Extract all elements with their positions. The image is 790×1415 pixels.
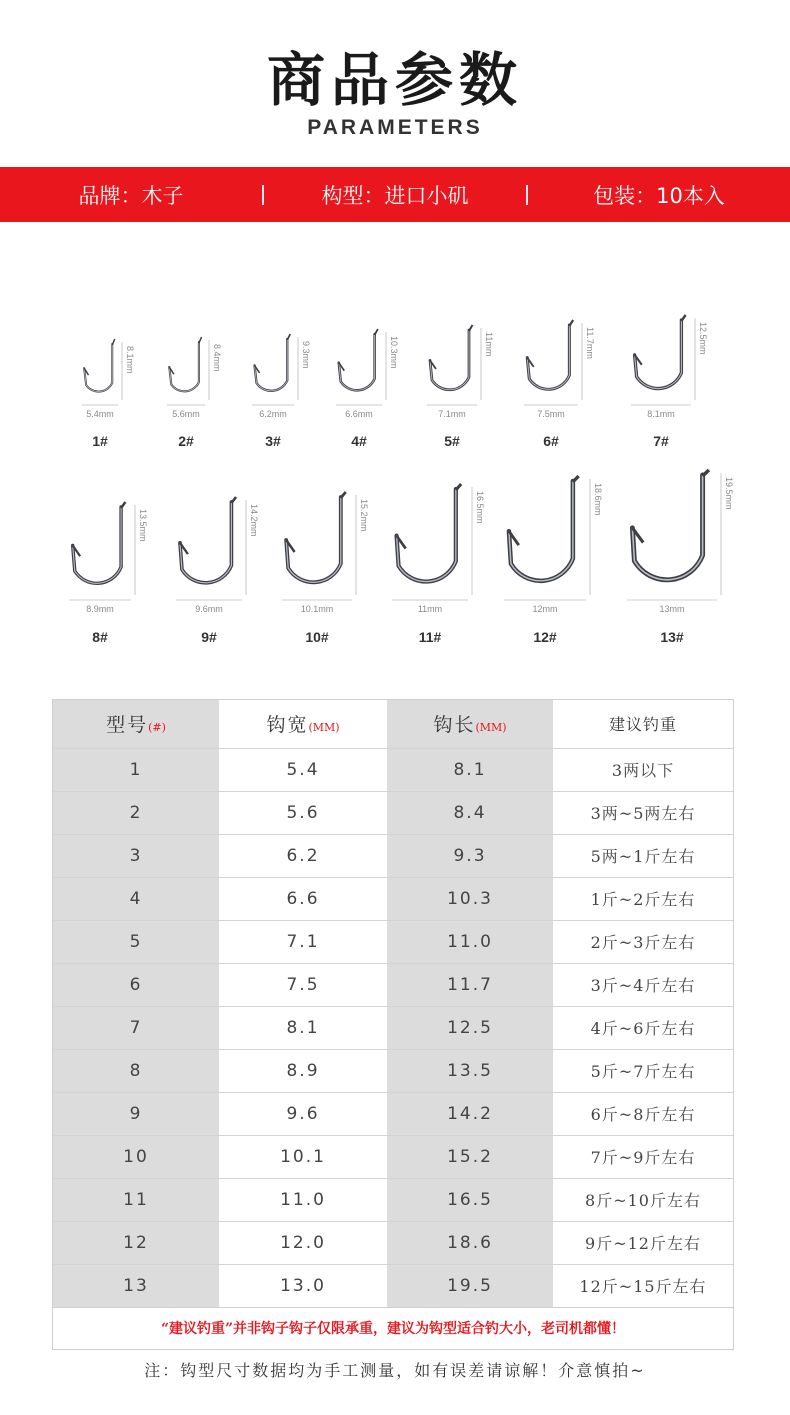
- cell-length: 9.3: [387, 834, 553, 877]
- hook-length-label: 8.4mm: [212, 344, 222, 372]
- hook-length-label: 10.3mm: [389, 336, 399, 369]
- page-title: 商品参数: [266, 46, 523, 114]
- table-row: [53, 1135, 733, 1178]
- hook-eye: [287, 334, 290, 340]
- header-unit: (MM): [475, 721, 507, 735]
- cell-length: 10.3: [387, 877, 553, 920]
- hook-size-label: 1#: [92, 433, 108, 449]
- cell-model: 7: [53, 1006, 219, 1049]
- hook-highlight: [509, 481, 573, 581]
- hook-item: [631, 318, 708, 449]
- cell-weight: 6斤~8斤左右: [553, 1092, 733, 1135]
- cell-length: 12.5: [387, 1006, 553, 1049]
- hook-eye: [469, 325, 473, 331]
- cell-width: 13.0: [219, 1264, 387, 1307]
- cell-length: 19.5: [387, 1264, 553, 1307]
- hook-width-label: 13mm: [659, 604, 685, 614]
- table-row: [53, 791, 733, 834]
- hook-width-label: 5.4mm: [86, 409, 114, 419]
- measurement-note: 注：钩型尺寸数据均为手工测量，如有误差请谅解！介意慎拍~: [144, 1361, 646, 1380]
- hook-eye: [573, 476, 579, 482]
- hook-body: [632, 475, 702, 580]
- hook-highlight: [397, 489, 456, 582]
- hook-size-label: 12#: [533, 629, 557, 645]
- hook-size-label: 3#: [265, 433, 281, 449]
- brand-info: 品牌：木子: [78, 183, 184, 208]
- hook-width-label: 7.1mm: [438, 409, 466, 419]
- hook-eye: [231, 497, 236, 503]
- hook-width-label: 8.9mm: [86, 604, 114, 614]
- cell-length: 8.1: [387, 748, 553, 791]
- hook-eye: [681, 315, 685, 321]
- cell-model: 5: [53, 920, 219, 963]
- cell-weight: 7斤~9斤左右: [553, 1135, 733, 1178]
- table-row: [53, 748, 733, 791]
- table-row: [53, 920, 733, 963]
- hook-highlight: [180, 502, 231, 583]
- hook-item: [282, 495, 369, 645]
- header-unit: (#): [148, 721, 166, 735]
- package-info: 包装：10本入: [593, 183, 725, 208]
- cell-width: 8.9: [219, 1049, 387, 1092]
- table-header-row: [53, 700, 733, 748]
- hook-size-label: 8#: [92, 629, 108, 645]
- hook-eye: [199, 337, 202, 343]
- hook-size-label: 6#: [543, 433, 559, 449]
- cell-weight: 4斤~6斤左右: [553, 1006, 733, 1049]
- cell-length: 13.5: [387, 1049, 553, 1092]
- cell-model: 2: [53, 791, 219, 834]
- cell-width: 8.1: [219, 1006, 387, 1049]
- header-unit: (MM): [308, 721, 340, 735]
- table-row: [53, 1221, 733, 1264]
- fishing-hook-icon: [631, 318, 691, 400]
- hook-width-label: 12mm: [532, 604, 558, 614]
- table-row: [53, 877, 733, 920]
- cell-weight: 5两~1斤左右: [553, 834, 733, 877]
- hook-highlight: [430, 330, 469, 390]
- cell-weight: 2斤~3斤左右: [553, 920, 733, 963]
- cell-weight: 1斤~2斤左右: [553, 877, 733, 920]
- hook-eye: [456, 484, 461, 490]
- hook-item: [627, 473, 734, 645]
- fishing-hook-icon: [82, 342, 118, 400]
- cell-width: 6.6: [219, 877, 387, 920]
- cell-model: 11: [53, 1178, 219, 1221]
- hook-width-label: 10.1mm: [300, 604, 334, 614]
- hook-item: [336, 332, 399, 449]
- hook-width-label: 9.6mm: [195, 604, 223, 614]
- hook-body: [635, 320, 682, 389]
- cell-length: 15.2: [387, 1135, 553, 1178]
- cell-weight: 9斤~12斤左右: [553, 1221, 733, 1264]
- cell-weight: 12斤~15斤左右: [553, 1264, 733, 1307]
- hook-length-label: 19.5mm: [724, 477, 734, 510]
- hook-size-label: 5#: [444, 433, 460, 449]
- cell-length: 11.7: [387, 963, 553, 1006]
- cell-weight: 3两以下: [553, 748, 733, 791]
- hook-length-label: 11.7mm: [585, 327, 595, 359]
- cell-width: 7.1: [219, 920, 387, 963]
- hook-body: [169, 342, 199, 391]
- cell-width: 6.2: [219, 834, 387, 877]
- hook-item: [176, 500, 259, 645]
- cell-width: 5.6: [219, 791, 387, 834]
- hook-size-label: 9#: [201, 629, 217, 645]
- cell-model: 1: [53, 748, 219, 791]
- fishing-hook-icon: [336, 332, 382, 400]
- hook-item: [524, 323, 595, 449]
- hook-width-label: 5.6mm: [172, 409, 200, 419]
- hook-body: [509, 481, 573, 581]
- hook-highlight: [255, 339, 288, 391]
- cell-width: 7.5: [219, 963, 387, 1006]
- table-row: [53, 1049, 733, 1092]
- hook-length-label: 14.2mm: [249, 504, 259, 537]
- hook-body: [255, 339, 288, 391]
- cell-model: 10: [53, 1135, 219, 1178]
- fishing-hook-icon: [427, 328, 477, 400]
- table-row: [53, 834, 733, 877]
- cell-weight: 3斤~4斤左右: [553, 963, 733, 1006]
- weight-disclaimer: “建议钓重”并非钩子钩子仅限承重，建议为钩型适合钓大小，老司机都懂！: [53, 1307, 733, 1349]
- cell-weight: 8斤~10斤左右: [553, 1178, 733, 1221]
- cell-width: 5.4: [219, 748, 387, 791]
- hook-size-label: 2#: [178, 433, 194, 449]
- parameter-table: [52, 699, 734, 1350]
- hook-width-label: 7.5mm: [537, 409, 565, 419]
- fishing-hook-icon: [282, 495, 352, 595]
- hook-length-label: 18.6mm: [593, 483, 603, 516]
- hook-size-gallery: [0, 0, 790, 680]
- hook-item: [392, 487, 485, 645]
- cell-width: 11.0: [219, 1178, 387, 1221]
- hook-size-label: 10#: [305, 629, 329, 645]
- hook-size-label: 11#: [418, 629, 442, 645]
- cell-model: 6: [53, 963, 219, 1006]
- cell-weight: 5斤~7斤左右: [553, 1049, 733, 1092]
- hook-size-label: 7#: [653, 433, 669, 449]
- hook-highlight: [527, 325, 569, 389]
- cell-length: 8.4: [387, 791, 553, 834]
- hook-length-label: 15.2mm: [359, 499, 369, 532]
- hook-item: [252, 337, 311, 449]
- hook-eye: [112, 339, 115, 345]
- hook-highlight: [635, 320, 682, 389]
- hook-item: [82, 342, 135, 449]
- fishing-hook-icon: [627, 473, 717, 595]
- hook-length-label: 12.5mm: [698, 322, 708, 355]
- hook-body: [84, 344, 112, 392]
- table-row: [53, 1092, 733, 1135]
- hook-item: [167, 340, 222, 449]
- hook-highlight: [84, 344, 112, 392]
- cell-width: 12.0: [219, 1221, 387, 1264]
- hook-eye: [341, 492, 346, 498]
- cell-width: 10.1: [219, 1135, 387, 1178]
- fishing-hook-icon: [524, 323, 578, 400]
- cell-model: 3: [53, 834, 219, 877]
- hook-size-label: 13#: [660, 629, 684, 645]
- fishing-hook-icon: [167, 340, 205, 400]
- hook-highlight: [632, 475, 702, 580]
- hook-item: [504, 479, 603, 645]
- hook-eye: [569, 320, 573, 326]
- hook-width-label: 6.6mm: [345, 409, 373, 419]
- header-width: 钩宽(MM): [219, 700, 387, 748]
- cell-model: 12: [53, 1221, 219, 1264]
- hook-length-label: 8.1mm: [125, 346, 135, 374]
- fishing-hook-icon: [504, 479, 586, 595]
- hook-length-label: 13.5mm: [138, 509, 148, 542]
- hook-width-label: 11mm: [417, 604, 443, 614]
- hook-highlight: [73, 507, 121, 583]
- hook-size-label: 4#: [351, 433, 367, 449]
- cell-model: 8: [53, 1049, 219, 1092]
- table-row: [53, 1264, 733, 1307]
- hook-width-label: 6.2mm: [259, 409, 287, 419]
- hook-body: [527, 325, 569, 389]
- hook-item: [427, 328, 494, 449]
- cell-model: 4: [53, 877, 219, 920]
- fishing-hook-icon: [69, 505, 131, 595]
- cell-model: 13: [53, 1264, 219, 1307]
- hook-highlight: [339, 334, 375, 390]
- hook-width-label: 8.1mm: [647, 409, 675, 419]
- hook-eye: [121, 502, 125, 508]
- cell-length: 16.5: [387, 1178, 553, 1221]
- hook-eye: [703, 470, 709, 476]
- cell-length: 11.0: [387, 920, 553, 963]
- fishing-hook-icon: [252, 337, 294, 400]
- cell-length: 14.2: [387, 1092, 553, 1135]
- hook-item: [69, 505, 148, 645]
- table-row: [53, 1006, 733, 1049]
- hook-highlight: [169, 342, 199, 391]
- cell-length: 18.6: [387, 1221, 553, 1264]
- header-length: 钩长(MM): [387, 700, 553, 748]
- table-row: [53, 963, 733, 1006]
- fishing-hook-icon: [176, 500, 242, 595]
- hook-body: [339, 334, 375, 390]
- header-model: 型号(#): [53, 700, 219, 748]
- table-row: [53, 1178, 733, 1221]
- hook-body: [73, 507, 121, 583]
- hook-body: [180, 502, 231, 583]
- header-weight: 建议钓重: [553, 700, 733, 748]
- fishing-hook-icon: [392, 487, 468, 595]
- hook-body: [397, 489, 456, 582]
- cell-model: 9: [53, 1092, 219, 1135]
- hook-length-label: 16.5mm: [475, 491, 485, 524]
- hook-length-label: 9.3mm: [301, 341, 311, 369]
- cell-weight: 3两~5两左右: [553, 791, 733, 834]
- hook-length-label: 11mm: [484, 332, 494, 357]
- hook-eye: [375, 329, 378, 335]
- cell-width: 9.6: [219, 1092, 387, 1135]
- page-subtitle: PARAMETERS: [307, 116, 483, 139]
- hook-body: [430, 330, 469, 390]
- hook-body: [286, 497, 341, 582]
- hook-highlight: [286, 497, 341, 582]
- model-info: 构型：进口小矶: [321, 183, 469, 208]
